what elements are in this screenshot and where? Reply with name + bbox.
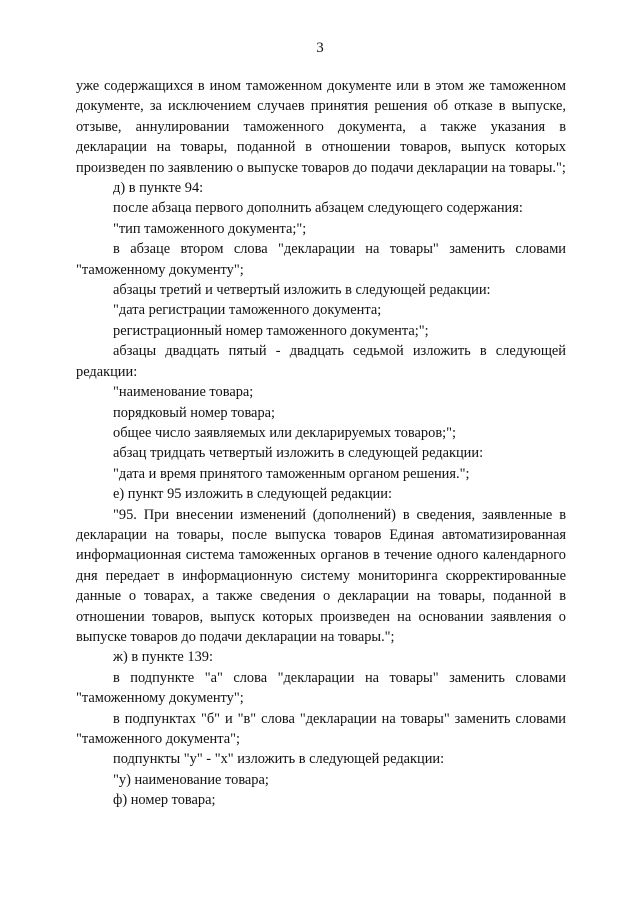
paragraph: ж) в пункте 139: <box>113 649 213 666</box>
paragraph: "у) наименование товара; <box>113 771 269 788</box>
paragraph: д) в пункте 94: <box>113 180 204 197</box>
paragraph: в абзаце втором слова "декларации на товары" заменить словами "таможенному документу"; <box>76 241 566 278</box>
paragraph: "95. При внесении изменений (дополнений) в сведения, заявленные в декларации на товары, после выпуска товаров Единая автоматизированная информационная система таможенных органов в течение одного календарного дня передает в информационную систему мониторинга скорректированные данные о товарах, а также сведения о декларации на товары, поданной в отношении товаров, выпуск которых произведен на основании заявления о выпуске товаров до подачи декларации на товары."; <box>76 506 566 645</box>
paragraph: в подпунктах "б" и "в" слова "декларации на товары" заменить словами "таможенного документа"; <box>76 710 566 747</box>
document-body <box>76 76 566 811</box>
paragraph: абзацы двадцать пятый - двадцать седьмой изложить в следующей редакции: <box>76 343 566 380</box>
paragraph: общее число заявляемых или декларируемых товаров;"; <box>113 424 456 441</box>
paragraph: "тип таможенного документа;"; <box>113 220 307 237</box>
paragraph: подпункты "у" - "х" изложить в следующей редакции: <box>113 751 445 768</box>
paragraph: абзацы третий и четвертый изложить в следующей редакции: <box>113 282 491 299</box>
paragraph: "дата регистрации таможенного документа; <box>113 302 382 319</box>
page-number: 3 <box>316 40 324 56</box>
paragraph: абзац тридцать четвертый изложить в следующей редакции: <box>113 445 484 462</box>
paragraph: после абзаца первого дополнить абзацем следующего содержания: <box>113 200 523 217</box>
paragraph: "наименование товара; <box>113 384 254 401</box>
paragraph: е) пункт 95 изложить в следующей редакции: <box>113 486 392 503</box>
paragraph: ф) номер товара; <box>113 792 216 809</box>
paragraph: уже содержащихся в ином таможенном документе или в этом же таможенном документе, за исключением случаев принятия решения об отказе в выпуске, отзыве, аннулировании таможенного документа, а также указания в декларации на товары, поданной в отношении товаров, выпуск которых произведен по заявлению о выпуске товаров до подачи декларации на товары."; <box>76 78 566 176</box>
paragraph: в подпункте "а" слова "декларации на товары" заменить словами "таможенному документу"; <box>76 669 566 707</box>
paragraph: регистрационный номер таможенного документа;"; <box>113 322 429 339</box>
paragraph: порядковый номер товара; <box>113 404 276 421</box>
paragraph: "дата и время принятого таможенным органом решения."; <box>113 465 470 482</box>
